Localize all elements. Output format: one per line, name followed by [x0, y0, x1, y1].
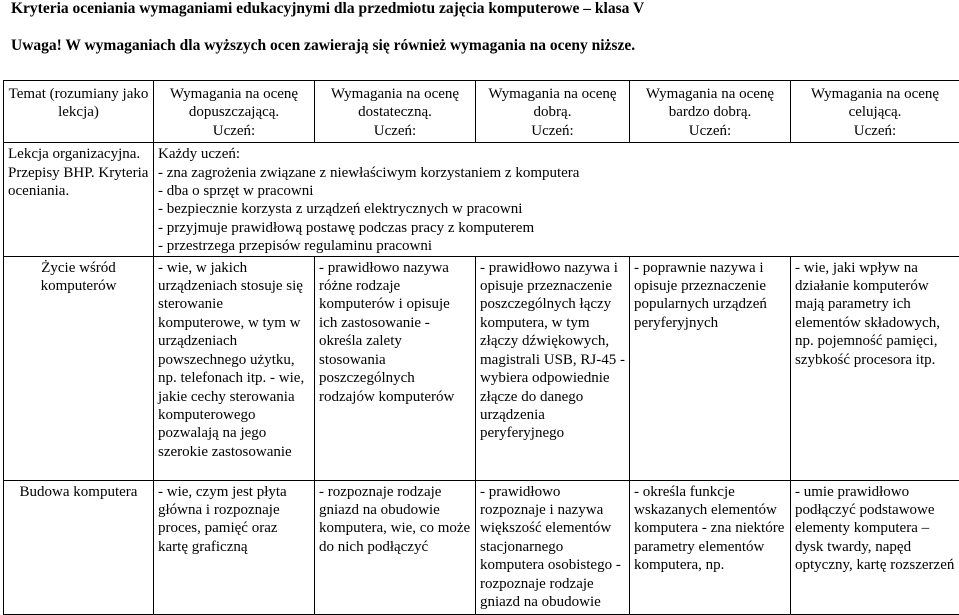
- header-grade-3: Wymagania na ocenę dostateczną. Uczeń:: [315, 81, 476, 143]
- merged-line: - zna zagrożenia związane z niewłaściwym korzystaniem z komputera: [158, 164, 955, 182]
- table-row: [4, 256, 959, 480]
- row-topic: Życie wśród komputerów: [4, 256, 154, 480]
- row-grade-4: - prawidłowo rozpoznaje i nazywa większość elementów stacjonarnego komputera osobistego - rozpoznaje rodzaje gniazd na obudowie: [476, 480, 630, 614]
- row-grade-5: - poprawnie nazywa i opisuje przeznaczenie popularnych urządzeń peryferyjnych: [630, 256, 791, 480]
- merged-line: - bezpiecznie korzysta z urządzeń elektrycznych w pracowni: [158, 200, 955, 218]
- row-grade-2: - wie, w jakich urządzeniach stosuje się sterowanie komputerowe, w tym w urządzeniach powszechnego użytku, np. telefonach itp. - wie, jakie cechy sterowania komputerowego pozwalają na jego szerokie zastosowanie: [154, 256, 315, 480]
- header-grade-4: Wymagania na ocenę dobrą. Uczeń:: [476, 81, 630, 143]
- merged-line: - przyjmuje prawidłową postawę podczas pracy z komputerem: [158, 219, 955, 237]
- row-grade-3: - rozpoznaje rodzaje gniazd na obudowie komputera, wie, co może do nich podłączyć: [315, 480, 476, 614]
- header-grade-2: Wymagania na ocenę dopuszczającą. Uczeń:: [154, 81, 315, 143]
- table-row: [4, 480, 959, 614]
- row-grade-4: - prawidłowo nazywa i opisuje przeznaczenie poszczególnych łączy komputera, w tym złączy dźwiękowych, magistrali USB, RJ-45 - wybiera odpowiednie złącze do danego urządzenia peryferyjnego: [476, 256, 630, 480]
- requirements-table: [3, 80, 959, 615]
- header-grade-6: Wymagania na ocenę celującą. Uczeń:: [791, 81, 959, 143]
- row-grade-6: - wie, jaki wpływ na działanie komputerów mają parametry ich elementów składowych, np. pojemność pamięci, szybkość procesora itp.: [791, 256, 959, 480]
- header-row: [4, 81, 959, 143]
- merged-line: - dba o sprzęt w pracowni: [158, 182, 955, 200]
- document-note: Uwaga! W wymaganiach dla wyższych ocen zawierają się również wymagania na oceny niższe.: [11, 37, 635, 55]
- document-title: Kryteria oceniania wymaganiami edukacyjnymi dla przedmiotu zajęcia komputerowe – klasa V: [11, 0, 644, 18]
- header-topic: Temat (rozumiany jako lekcja): [4, 81, 154, 143]
- merged-requirements-cell: [154, 143, 959, 256]
- header-grade-5: Wymagania na ocenę bardzo dobrą. Uczeń:: [630, 81, 791, 143]
- row-grade-6: - umie prawidłowo podłączyć podstawowe elementy komputera – dysk twardy, napęd optyczny, kartę rozszerzeń: [791, 480, 959, 614]
- row-grade-2: - wie, czym jest płyta główna i rozpoznaje proces, pamięć oraz kartę graficzną: [154, 480, 315, 614]
- row-grade-3: - prawidłowo nazywa różne rodzaje komputerów i opisuje ich zastosowanie - określa zalety stosowania poszczególnych rodzajów komputerów: [315, 256, 476, 480]
- table-row: [4, 143, 959, 256]
- row-grade-5: - określa funkcje wskazanych elementów komputera - zna niektóre parametry elementów komputera, np.: [630, 480, 791, 614]
- row-topic: Budowa komputera: [4, 480, 154, 614]
- row-topic: Lekcja organizacyjna. Przepisy BHP. Kryteria oceniania.: [4, 143, 154, 256]
- merged-line: - przestrzega przepisów regulaminu pracowni: [158, 237, 955, 255]
- merged-intro: Każdy uczeń:: [158, 145, 955, 163]
